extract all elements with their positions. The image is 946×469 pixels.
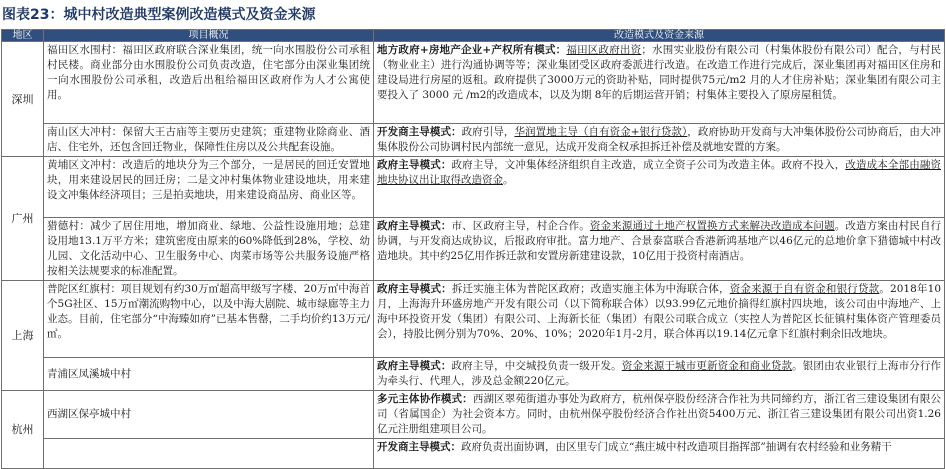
mode-text: 。2018年10月，上海海升环盛房地产开发有限公司（以下简称联合体）以93.99亿元地价摘得红旗村四块地，该公司由中海地产、上海中环投资开发（集团）有限公司、上海新长征（集团）有限公司联合成立（实控人为普陀区长征镇村集体资产管理委员会），持股比例分别为70%、20%、10%；2020年1月-2月，联合体再以19.14亿元拿下红旗村剩余旧改地块。 xyxy=(377,283,942,340)
mode-lead: 开发商主导模式： xyxy=(377,441,461,453)
mode-cell xyxy=(374,218,945,281)
mode-text: ；水围实业股份有限公司（村集体股份有限公司）配合，与村民（物业业主）进行沟通协调等等；深业集团受区政府委派进行改造。在改造工作进行完成后，深业集团再对福田区住房和建设局进行房屋的返租。政府提供了3000万元的资助补贴，同时提供75元/m2 月的人才住房补贴；深业集团有限公司主要投入了 3000 元 /m2的改造成本，以及为期 8年的后期运营开销；村集体主要投入了原房屋租赁。 xyxy=(377,44,941,101)
mode-highlight: 资金来源于城市更新资金和商业贷款 xyxy=(621,360,793,372)
mode-cell xyxy=(374,358,945,391)
mode-text: 。改造方案由村民自行协调，与开发商达成协议，后报政府审批。富力地产、合景泰富联合香港新鸿基地产以46亿元的总地价拿下猎德城中村改造地块。其中约25亿用作拆迁款和安置房新建建设款，10亿用于投资村南酒店。 xyxy=(377,220,942,262)
mode-text: 政府引导， xyxy=(461,126,515,138)
mode-text: 政府负责出面协调，由区里专门成立“燕庄城中村改造项目指挥部”抽调有农村经验和业务精干 xyxy=(461,441,892,453)
mode-lead: 开发商主导模式： xyxy=(377,126,462,138)
mode-lead: 地方政府+房地产企业+产权所有模式： xyxy=(377,44,567,56)
mode-lead: 政府主导模式： xyxy=(377,159,452,171)
mode-text: ，政府协助开发商与大冲集体股份公司协商后，由大冲集体股份公司协调村民内部统一意见，达成开发商全权承担拆迁补偿及就地安置的方案。 xyxy=(377,126,942,153)
project-cell: 普陀区红旗村：项目规划有约30万㎡超高甲级写字楼、20万㎡中海首个5G社区、15万㎡潮流购物中心，以及中海大剧院、城市绿廊等主力业态。目前，住宅部分“中海臻如府”已基本售罄，二手均价约13万元/㎡。 xyxy=(44,281,374,358)
mode-cell xyxy=(374,124,945,157)
header-row xyxy=(2,30,945,42)
mode-cell xyxy=(374,157,945,218)
mode-lead: 多元主体协作模式： xyxy=(377,393,473,405)
mode-text: 。银团由农业银行上海市分行作为牵头行、代理人，涉及总金额220亿元。 xyxy=(377,360,942,387)
figure-title: 图表23：城中村改造典型案例改造模式及资金来源 xyxy=(2,7,316,23)
table-row xyxy=(2,281,945,358)
case-table xyxy=(1,29,945,469)
header-project: 项目概况 xyxy=(44,30,374,42)
header-mode: 改造模式及资金来源 xyxy=(374,30,945,42)
table-row xyxy=(2,42,945,124)
region-cell: 深圳 xyxy=(2,42,44,157)
mode-highlight: 资金来源通过土地产权置换方式来解决改造成本问题 xyxy=(589,220,835,232)
mode-text: 政府主导，文冲集体经济组织自主改造，成立全资子公司为改造主体。政府不投入， xyxy=(451,159,846,171)
project-cell: 福田区水围村：福田区政府联合深业集团，统一向水围股份公司承租村民楼。商业部分由水围股份公司负责改造，住宅部分由深业集团统一向水围股份公司承租，改造后出租给福田区政府作为人才公寓使用。 xyxy=(44,42,374,124)
region-cell: 杭州 xyxy=(2,391,44,469)
region-cell: 广州 xyxy=(2,157,44,281)
mode-lead: 政府主导模式： xyxy=(377,220,452,232)
mode-text: 。 xyxy=(503,174,514,186)
mode-cell xyxy=(374,391,945,439)
table-row xyxy=(2,218,945,281)
region-cell: 上海 xyxy=(2,281,44,391)
project-cell: 猎德村：减少了居住用地，增加商业、绿地、公益性设施用地；总建设用地13.1万平方米；建筑密度由原来的60%降低到28%，学校、幼儿园、文化活动中心、卫生服务中心、肉菜市场等公共服务设施严格按相关法规要求的标准配置。 xyxy=(44,218,374,281)
mode-highlight: 福田区政府出资 xyxy=(566,44,642,56)
mode-text: 政府主导，中交城投负责一级开发。 xyxy=(451,360,622,372)
table-row xyxy=(2,391,945,439)
mode-cell xyxy=(374,439,945,469)
mode-text: 拆迁实施主体为普陀区政府；改造实施主体为中海联合体， xyxy=(451,283,730,295)
mode-highlight: 华润置地主导（自有资金+银行贷款） xyxy=(514,126,688,138)
project-cell: 南山区大冲村：保留大王古庙等主要历史建筑；重建物业除商业、酒店、住宅外，还包含回迁物业，保障性住房以及公共配套设施。 xyxy=(44,124,374,157)
project-cell xyxy=(44,439,374,469)
header-region: 地区 xyxy=(2,30,44,42)
mode-cell xyxy=(374,281,945,358)
mode-cell xyxy=(374,42,945,124)
table-row xyxy=(2,124,945,157)
mode-lead: 政府主导模式： xyxy=(377,360,452,372)
project-cell: 西湖区保亭城中村 xyxy=(44,391,374,439)
mode-lead: 政府主导模式： xyxy=(377,283,452,295)
table-row xyxy=(2,358,945,391)
table-row xyxy=(2,439,945,469)
mode-text: 西湖区翠苑街道办事处为政府方，杭州保亭股份经济合作社为共同缔约方，浙江省三建设集团有限公司（省属国企）为社会资本方。同时，由杭州保亭股份经济合作社出资5400万元、浙江省三建设集团有限公司出资1.26亿元注册组建项目公司。 xyxy=(377,393,942,435)
mode-text: 市、区政府主导，村企合作。 xyxy=(451,220,590,232)
table-row xyxy=(2,157,945,218)
mode-highlight: 改造成本全部由融资地块协议出让取得改造资金 xyxy=(377,159,942,186)
project-cell: 青浦区凤溪城中村 xyxy=(44,358,374,391)
project-cell: 黄埔区文冲村：改造后的地块分为三个部分，一是居民的回迁安置地块，用来建设居民的回迁房；二是文冲村集体物业建设地块，用来建设文冲集体经济项目；三是拍卖地块，用来建设商品房、商业区等。 xyxy=(44,157,374,218)
mode-highlight: 资金来源于自有资金和银行贷款 xyxy=(729,283,880,295)
